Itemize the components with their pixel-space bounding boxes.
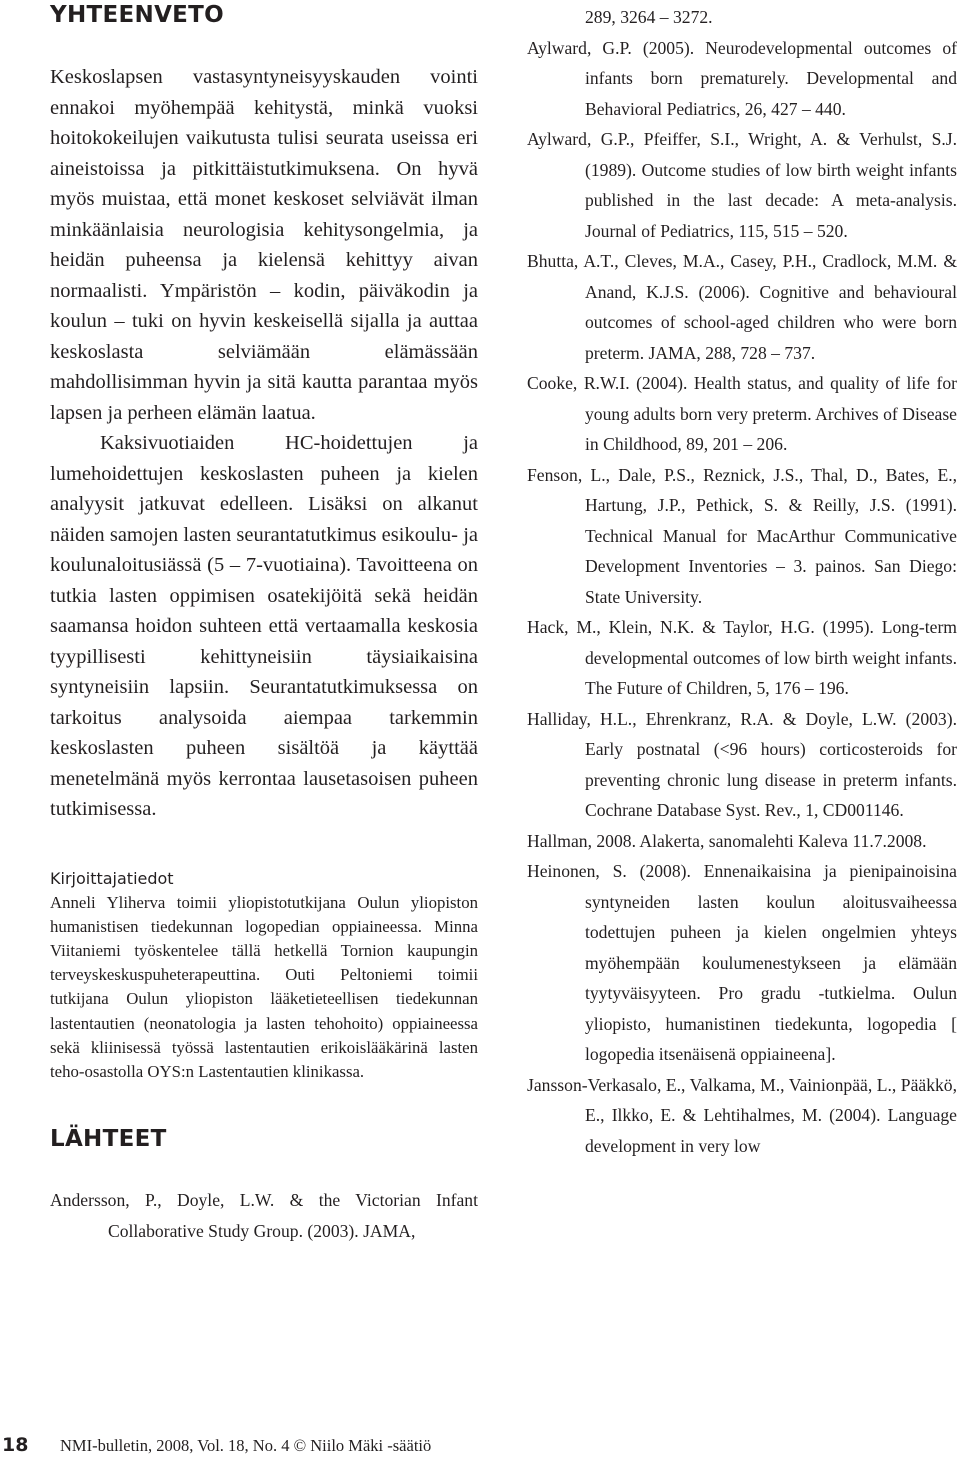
reference-entry: Hallman, 2008. Alakerta, sanomalehti Kaleva 11.7.2008. <box>527 830 927 851</box>
summary-heading: YHTEENVETO <box>50 2 225 28</box>
reference-entry: Andersson, P., Doyle, L.W. & the Victorian Infant Collaborative Study Group. (2003). JAMA, <box>50 1190 478 1241</box>
authors-heading: Kirjoittajatiedot <box>50 868 174 888</box>
summary-paragraph: Keskoslapsen vastasyntyneisyyskauden vointi ennakoi myöhempää kehitystä, minkä vuoksi hoitokokeilujen vaikutusta tulisi seurata useissa eri aineistoissa ja pitkittäistutkimuksena. On hyvä myös muistaa, että monet keskoset selviävät ilman minkäänlaisia neurologisia kehitysongelmia, ja heidän puheensa ja kielensä kehittyy aivan normaalisti. Ympäristön – kodin, päiväkodin ja koulun – tuki on hyvin keskeisellä sijalla ja auttaa keskoslasta selviämään elämässään mahdollisimman hyvin ja sitä kautta parantaa myös lapsen ja perheen elämän laatua. <box>50 66 478 424</box>
reference-continuation: 289, 3264 – 3272. <box>585 7 713 27</box>
references-heading: LÄHTEET <box>50 1126 167 1153</box>
reference-entry: Halliday, H.L., Ehrenkranz, R.A. & Doyle, L.W. (2003). Early postnatal (<96 hours) corticosteroids for preventing chronic lung disease in preterm infants. Cochrane Database Syst. Rev., 1, CD001146. <box>527 708 957 820</box>
right-column <box>527 0 957 1161</box>
reference-entry: Aylward, G.P. (2005). Neurodevelopmental outcomes of infants born prematurely. Developmental and Behavioral Pediatrics, 26, 427 – 440. <box>527 37 957 119</box>
reference-entry: Bhutta, A.T., Cleves, M.A., Casey, P.H., Cradlock, M.M. & Anand, K.J.S. (2006). Cognitive and behavioural outcomes of school-aged children who were born preterm. JAMA, 288, 728 – 737. <box>527 251 957 363</box>
summary-paragraph: Kaksivuotiaiden HC-hoidettujen ja lumehoidettujen keskoslasten puheen ja kielen analyysit jatkuvat edelleen. Lisäksi on alkanut näiden samojen lasten seurantatutkimus esikoulu- ja koulunaloitusiässä (5 – 7-vuotiaina). Tavoitteena on tutkia lasten oppimisen osatekijöitä sekä heidän saamansa hoidon suhteen että vertaamalla keskosia tyypillisesti kehittyneisiin täysiaikaisina syntyneisiin lapsiin. Seurantatutkimuksessa on tarkoitus analysoida aiempaa tarkemmin keskoslasten puheen sisältöä ja käyttää menetelmänä myös kerrontaa lausetasoisen puheen tutkimisessa. <box>50 432 478 820</box>
left-column <box>50 0 478 1246</box>
reference-entry: Hack, M., Klein, N.K. & Taylor, H.G. (1995). Long-term developmental outcomes of low birth weight infants. The Future of Children, 5, 176 – 196. <box>527 617 957 698</box>
reference-entry: Cooke, R.W.I. (2004). Health status, and quality of life for young adults born very preterm. Archives of Disease in Childhood, 89, 201 – 206. <box>527 373 957 454</box>
summary-body <box>50 62 478 825</box>
page-number: 18 <box>2 1434 29 1456</box>
authors-text: Anneli Yliherva toimii yliopistotutkijana Oulun yliopiston humanistisen tiedekunnan logopedian oppiaineessa. Minna Viitaniemi työskentelee tällä hetkellä Tornion kaupungin terveyskeskuspuheterapeuttina. Outi Peltoniemi toimii tutkijana Oulun yliopiston lääketieteellisen tiedekunnan lastentautien (neonatologia ja lasten tehohoito) oppiaineessa sekä kliinisessä työssä lastentautien erikoislääkärinä lasten teho-osastolla OYS:n Lastentautien klinikassa. <box>50 892 478 1081</box>
reference-entry: Heinonen, S. (2008). Ennenaikaisina ja pienipainoisina syntyneiden lasten koulun aloitusvaiheessa todettujen puheen ja kielen ongelmien yhteys myöhempään koulumenestykseen ja elämään tyytyväisyyteen. Pro gradu -tutkielma. Oulun yliopisto, humanistinen tiedekunta, logopedia [ logopedia itsenäisenä oppiaineena]. <box>527 861 957 1064</box>
reference-entry: Fenson, L., Dale, P.S., Reznick, J.S., Thal, D., Bates, E., Hartung, J.P., Pethick, S. & Reilly, J.S. (1991). Technical Manual for MacArthur Communicative Development Inventories – 3. painos. San Diego: State University. <box>527 464 957 607</box>
reference-entry: Jansson-Verkasalo, E., Valkama, M., Vainionpää, L., Pääkkö, E., Ilkko, E. & Lehtihalmes, M. (2004). Language development in very low <box>527 1074 957 1156</box>
references-list-left <box>50 1185 478 1246</box>
footer-citation: NMI-bulletin, 2008, Vol. 18, No. 4 © Niilo Mäki -säätiö <box>60 1436 432 1455</box>
page-footer <box>0 1434 960 1460</box>
reference-entry: Aylward, G.P., Pfeiffer, S.I., Wright, A. & Verhulst, S.J. (1989). Outcome studies of low birth weight infants published in the last decade: A meta-analysis. Journal of Pediatrics, 115, 515 – 520. <box>527 129 957 241</box>
references-list-right <box>527 33 957 1162</box>
